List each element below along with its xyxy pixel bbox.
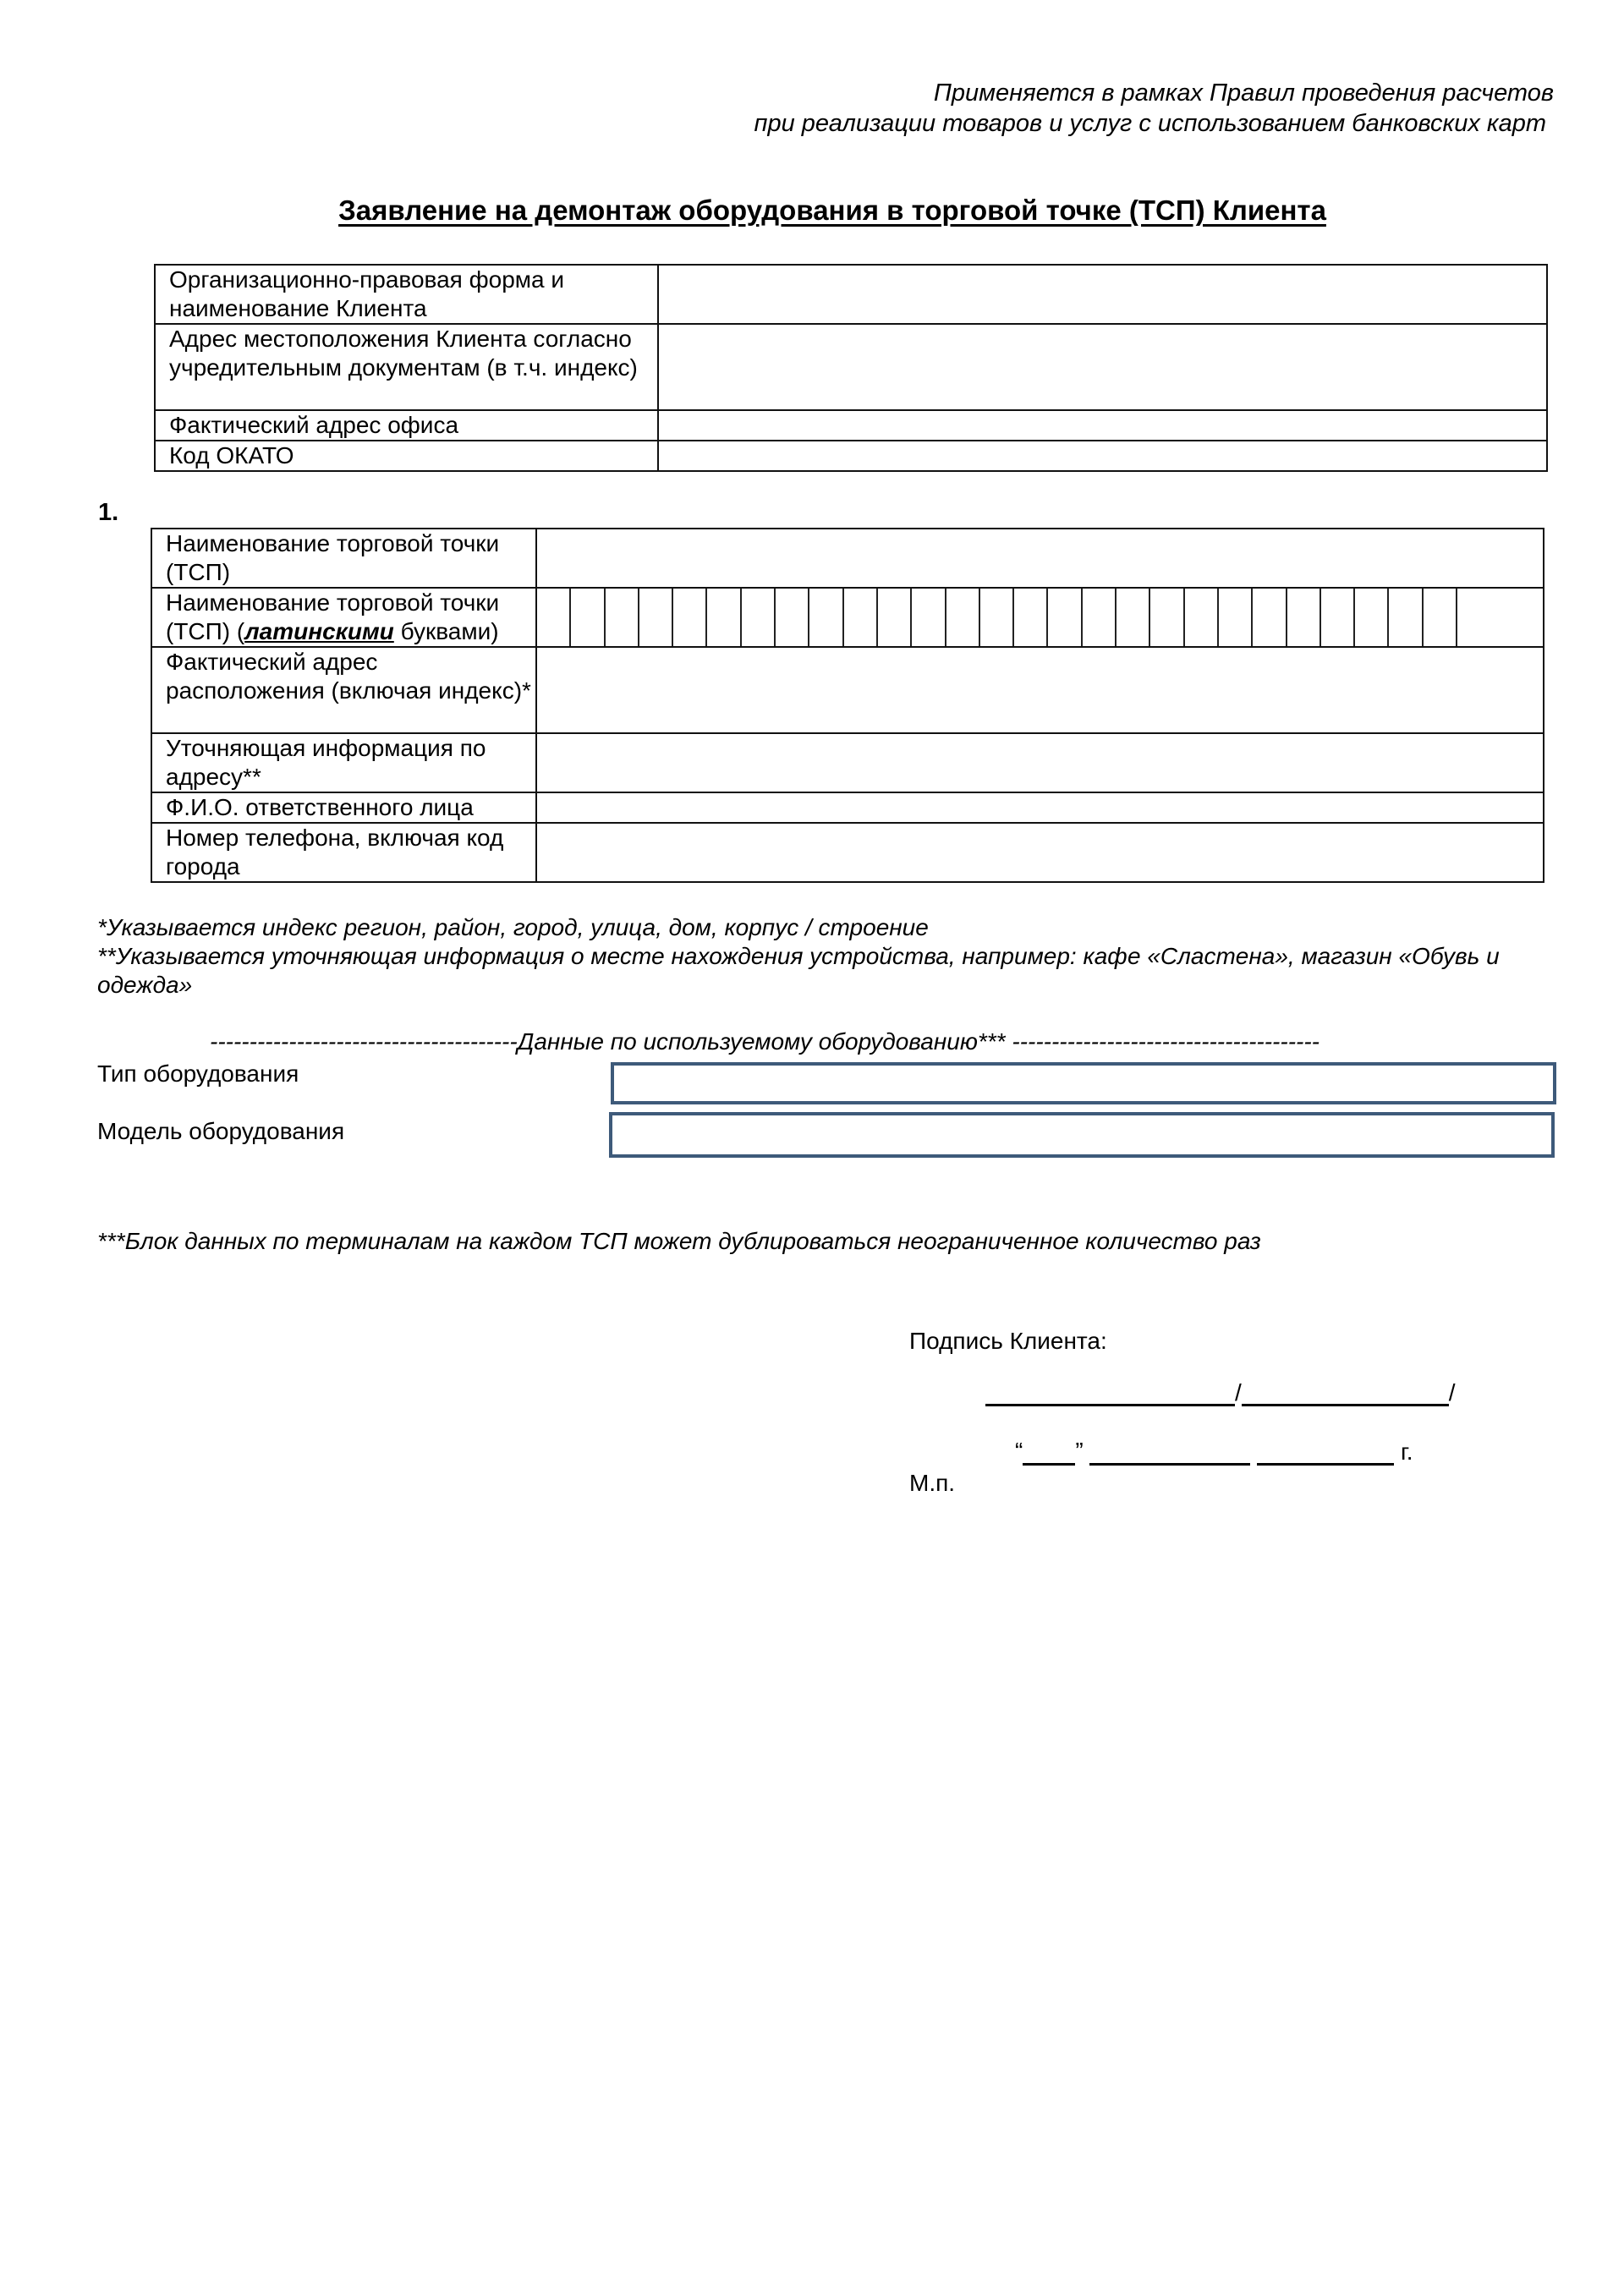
letter-cell[interactable] [673, 589, 707, 646]
letter-cell[interactable] [776, 589, 809, 646]
equipment-type-input[interactable] [611, 1062, 1556, 1104]
page-title: Заявление на демонтаж оборудования в торговой точке (ТСП) Клиента [338, 195, 1326, 226]
letter-cell[interactable] [571, 589, 605, 646]
table-row [151, 733, 1544, 792]
phone-field[interactable] [536, 823, 1544, 882]
letter-cell[interactable] [1424, 589, 1457, 646]
equipment-type-label: Тип оборудования [97, 1060, 299, 1087]
row-label: Наименование торговой точки (ТСП) [151, 529, 536, 588]
letter-cell[interactable] [1083, 589, 1116, 646]
equipment-model-label: Модель оборудования [97, 1118, 345, 1144]
table-row [151, 647, 1544, 733]
address-details-field[interactable] [536, 733, 1544, 792]
month-field[interactable] [1089, 1438, 1250, 1466]
row-label: Адрес местоположения Клиента согласно учредительным документам (в т.ч. индекс) [155, 324, 658, 410]
row-label: Номер телефона, включая код города [151, 823, 536, 882]
label-suffix: буквами) [393, 618, 499, 644]
letter-cell[interactable] [980, 589, 1014, 646]
row-label: Ф.И.О. ответственного лица [151, 792, 536, 823]
table-row [151, 529, 1544, 588]
letter-cell[interactable] [606, 589, 639, 646]
equipment-note: ***Блок данных по терминалам на каждом ТСП может дублироваться неограниченное количество раз [97, 1228, 1261, 1254]
label-prefix: Наименование торговой точки (ТСП) ( [166, 589, 500, 644]
equipment-section-separator: ---------------------------------------Данные по используемому оборудованию*** --------------------------------------- [210, 1028, 1320, 1055]
client-info-table [154, 264, 1548, 472]
letter-cell[interactable] [639, 589, 673, 646]
label-emphasis: латинскими [244, 618, 394, 644]
footnote-2: **Указывается уточняющая информация о месте нахождения устройства, например: кафе «Сластена», магазин «Обувь и одежда» [97, 943, 1500, 998]
letter-cell[interactable] [1219, 589, 1253, 646]
slash: / [1448, 1379, 1456, 1406]
slash: / [1235, 1379, 1242, 1406]
footnotes [97, 913, 1552, 1000]
table-row [151, 823, 1544, 882]
table-row [155, 410, 1547, 441]
letter-cell[interactable] [946, 589, 980, 646]
tsp-latin-name-field[interactable] [536, 588, 1544, 647]
letter-cell[interactable] [1150, 589, 1184, 646]
section-number: 1. [98, 499, 119, 526]
letter-cell[interactable] [1048, 589, 1082, 646]
signature-field[interactable] [985, 1378, 1235, 1406]
row-label: Фактический адрес расположения (включая индекс)* [151, 647, 536, 733]
stamp-placeholder: М.п. [909, 1470, 956, 1496]
letter-cell[interactable] [1287, 589, 1321, 646]
letter-cell[interactable] [878, 589, 912, 646]
letter-cell[interactable] [1457, 589, 1543, 646]
year-suffix: г. [1401, 1438, 1413, 1465]
row-label: Организационно-правовая форма и наименование Клиента [155, 265, 658, 324]
day-field[interactable] [1023, 1438, 1075, 1466]
row-label [151, 588, 536, 647]
table-row [151, 792, 1544, 823]
letter-cell[interactable] [912, 589, 946, 646]
office-address-field[interactable] [658, 410, 1547, 441]
letter-cell[interactable] [809, 589, 843, 646]
letter-cell[interactable] [707, 589, 741, 646]
row-label: Код ОКАТО [155, 441, 658, 471]
header-note-line1: Применяется в рамках Правил проведения расчетов [933, 79, 1554, 107]
row-label: Фактический адрес офиса [155, 410, 658, 441]
letter-cells [537, 589, 1543, 646]
letter-cell[interactable] [1014, 589, 1048, 646]
letter-cell[interactable] [742, 589, 776, 646]
row-label: Уточняющая информация по адресу** [151, 733, 536, 792]
tsp-info-table [151, 528, 1544, 883]
table-row [155, 265, 1547, 324]
date-line [1015, 1438, 1413, 1466]
letter-cell[interactable] [537, 589, 571, 646]
responsible-person-field[interactable] [536, 792, 1544, 823]
signature-line [985, 1378, 1456, 1406]
letter-cell[interactable] [844, 589, 878, 646]
equipment-model-input[interactable] [609, 1112, 1555, 1158]
year-field[interactable] [1257, 1438, 1394, 1466]
letter-cell[interactable] [1185, 589, 1219, 646]
footnote-1: *Указывается индекс регион, район, город, улица, дом, корпус / строение [97, 914, 929, 940]
letter-cell[interactable] [1253, 589, 1287, 646]
tsp-name-field[interactable] [536, 529, 1544, 588]
letter-cell[interactable] [1355, 589, 1389, 646]
open-quote: “ [1015, 1438, 1023, 1464]
client-name-field[interactable] [658, 265, 1547, 324]
letter-cell[interactable] [1321, 589, 1355, 646]
letter-cell[interactable] [1116, 589, 1150, 646]
letter-cell[interactable] [1389, 589, 1423, 646]
okato-code-field[interactable] [658, 441, 1547, 471]
header-note [68, 78, 1624, 139]
table-row [155, 441, 1547, 471]
tsp-address-field[interactable] [536, 647, 1544, 733]
client-legal-address-field[interactable] [658, 324, 1547, 410]
close-quote: ” [1075, 1438, 1084, 1464]
signature-name-field[interactable] [1242, 1378, 1449, 1406]
header-note-line2: при реализации товаров и услуг с использованием банковских карт [754, 110, 1546, 137]
table-row [151, 588, 1544, 647]
table-row [155, 324, 1547, 410]
signature-label: Подпись Клиента: [909, 1328, 1107, 1354]
